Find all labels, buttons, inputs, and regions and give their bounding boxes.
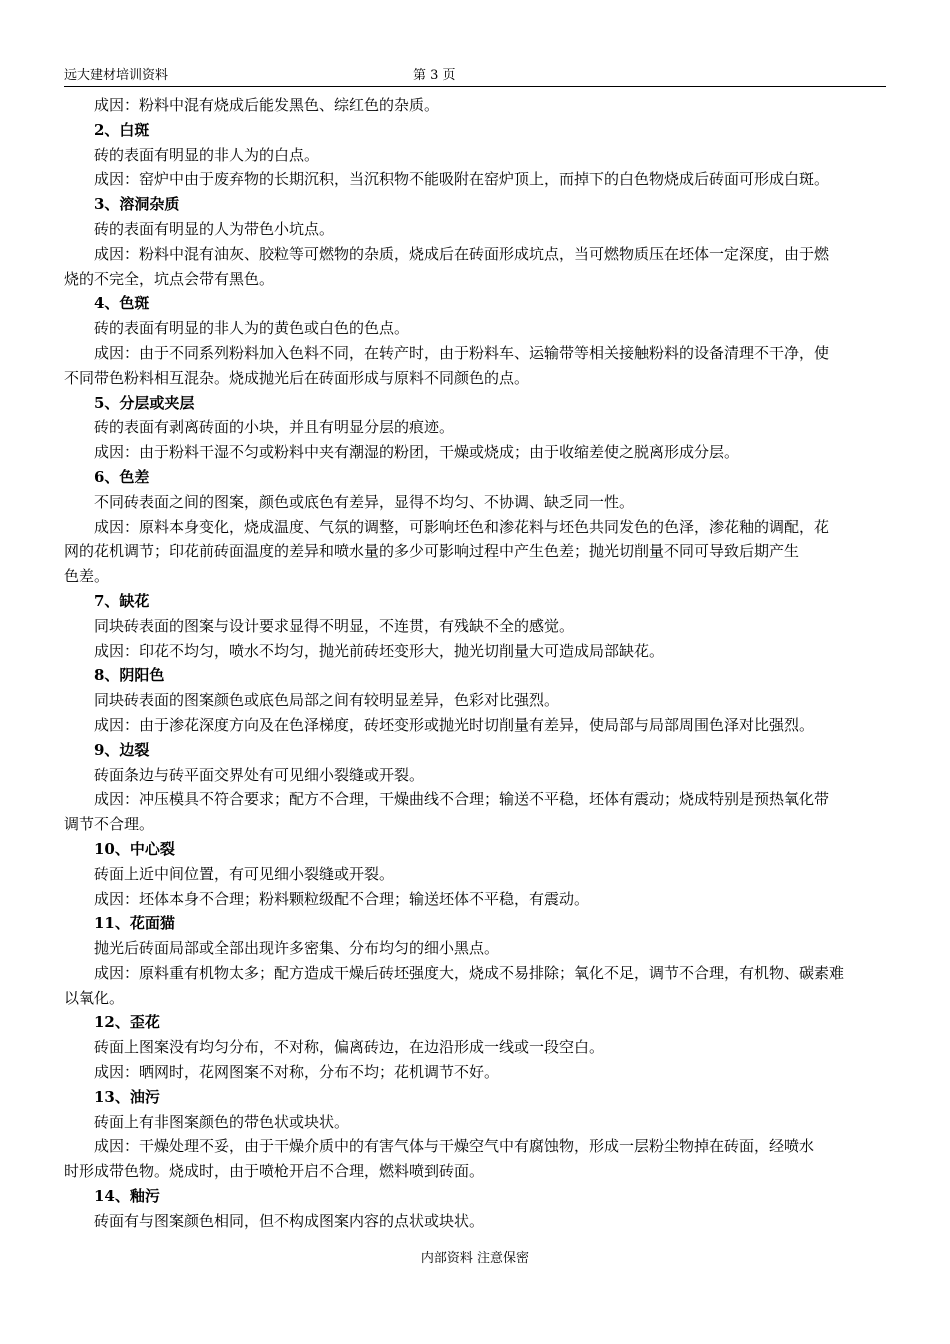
page-header xyxy=(64,66,886,87)
paragraph-line: 成因：坯体本身不合理；粉料颗粒级配不合理；输送坯体不平稳，有震动。 xyxy=(94,889,590,908)
section-heading: 6、色差 xyxy=(94,467,150,486)
section-heading: 12、歪花 xyxy=(94,1013,160,1032)
paragraph-line: 成因：粉料中混有油灰、胶粒等可燃物的杂质，烧成后在砖面形成坑点，当可燃物质压在坯体一定深度，由于燃 xyxy=(94,244,830,263)
section-heading: 14、釉污 xyxy=(94,1187,160,1206)
paragraph-line: 成因：干燥处理不妥，由于干燥介质中的有害气体与干燥空气中有腐蚀物，形成一层粉尘物掉在砖面，经喷水 xyxy=(94,1137,815,1156)
paragraph-line: 砖面上有非图案颜色的带色状或块状。 xyxy=(94,1112,350,1131)
section-heading: 9、边裂 xyxy=(94,740,150,759)
paragraph-line: 成因：印花不均匀，喷水不均匀，抛光前砖坯变形大，抛光切削量大可造成局部缺花。 xyxy=(94,641,665,660)
paragraph-line: 不同砖表面之间的图案，颜色或底色有差异，显得不均匀、不协调、缺乏同一性。 xyxy=(94,492,635,511)
paragraph-line: 同块砖表面的图案颜色或底色局部之间有较明显差异，色彩对比强烈。 xyxy=(94,691,560,710)
paragraph-line: 砖面上图案没有均匀分布，不对称，偏离砖边，在边沿形成一线或一段空白。 xyxy=(94,1038,605,1057)
paragraph-line: 不同带色粉料相互混杂。烧成抛光后在砖面形成与原料不同颜色的点。 xyxy=(64,368,530,387)
paragraph-line: 成因：由于不同系列粉料加入色料不同，在转产时，由于粉料车、运输带等相关接触粉料的设备清理不干净，使 xyxy=(94,343,830,362)
paragraph-line: 烧的不完全，坑点会带有黑色。 xyxy=(64,269,275,288)
section-heading: 3、溶洞杂质 xyxy=(94,195,180,214)
paragraph-line: 成因：由于渗花深度方向及在色泽梯度，砖坯变形或抛光时切削量有差异，使局部与局部周围色泽对比强烈。 xyxy=(94,715,815,734)
paragraph-line: 成因：粉料中混有烧成后能发黑色、综红色的杂质。 xyxy=(94,96,440,114)
paragraph-line: 成因：原料本身变化，烧成温度、气氛的调整，可影响坯色和渗花料与坯色共同发色的色泽，渗花釉的调配，花 xyxy=(94,517,830,536)
section-heading: 8、阴阳色 xyxy=(94,666,165,685)
section-heading: 5、分层或夹层 xyxy=(94,393,195,412)
paragraph-line: 以氧化。 xyxy=(64,988,125,1007)
paragraph-line: 同块砖表面的图案与设计要求显得不明显，不连贯，有残缺不全的感觉。 xyxy=(94,616,575,635)
paragraph-line: 色差。 xyxy=(64,567,110,586)
header-title: 远大建材培训资料 xyxy=(64,68,169,83)
section-heading: 2、白斑 xyxy=(94,120,150,139)
paragraph-line: 调节不合理。 xyxy=(64,815,155,834)
paragraph-line: 时形成带色物。烧成时，由于喷枪开启不合理，燃料喷到砖面。 xyxy=(64,1162,485,1181)
paragraph-line: 成因：窑炉中由于废弃物的长期沉积，当沉积物不能吸附在窑炉顶上，而掉下的白色物烧成后砖面可形成白斑。 xyxy=(94,170,830,189)
paragraph-line: 成因：原料重有机物太多；配方造成干燥后砖坯强度大，烧成不易排除；氧化不足，调节不合理，有机物、碳素难 xyxy=(94,963,845,982)
paragraph-line: 砖面条边与砖平面交界处有可见细小裂缝或开裂。 xyxy=(94,765,425,784)
section-heading: 10、中心裂 xyxy=(94,839,175,858)
page-footer: 内部资料 注意保密 xyxy=(420,1251,530,1266)
paragraph-line: 网的花机调节；印花前砖面温度的差异和喷水量的多少可影响过程中产生色差；抛光切削量不同可导致后期产生 xyxy=(64,542,800,561)
section-heading: 11、花面猫 xyxy=(94,914,175,933)
paragraph-line: 砖的表面有明显的人为带色小坑点。 xyxy=(94,219,335,238)
section-heading: 13、油污 xyxy=(94,1087,160,1106)
paragraph-line: 成因：晒网时，花网图案不对称，分布不均；花机调节不好。 xyxy=(94,1063,500,1082)
paragraph-line: 砖的表面有剥离砖面的小块，并且有明显分层的痕迹。 xyxy=(94,418,455,437)
paragraph-line: 抛光后砖面局部或全部出现许多密集、分布均匀的细小黑点。 xyxy=(94,939,500,958)
paragraph-line: 成因：冲压模具不符合要求；配方不合理，干燥曲线不合理；输送不平稳，坯体有震动；烧成特别是预热氧化带 xyxy=(94,790,830,809)
page-number: 第 3 页 xyxy=(413,68,456,83)
paragraph-line: 砖面有与图案颜色相同，但不构成图案内容的点状或块状。 xyxy=(94,1211,485,1230)
paragraph-line: 砖的表面有明显的非人为的白点。 xyxy=(94,145,320,164)
section-heading: 7、缺花 xyxy=(94,591,150,610)
section-heading: 4、色斑 xyxy=(94,294,150,313)
paragraph-line: 砖面上近中间位置，有可见细小裂缝或开裂。 xyxy=(94,864,395,883)
paragraph-line: 成因：由于粉料干湿不匀或粉料中夹有潮湿的粉团，干燥或烧成；由于收缩差使之脱离形成分层。 xyxy=(94,443,740,462)
paragraph-line: 砖的表面有明显的非人为的黄色或白色的色点。 xyxy=(94,319,410,338)
document-body xyxy=(64,93,890,1234)
